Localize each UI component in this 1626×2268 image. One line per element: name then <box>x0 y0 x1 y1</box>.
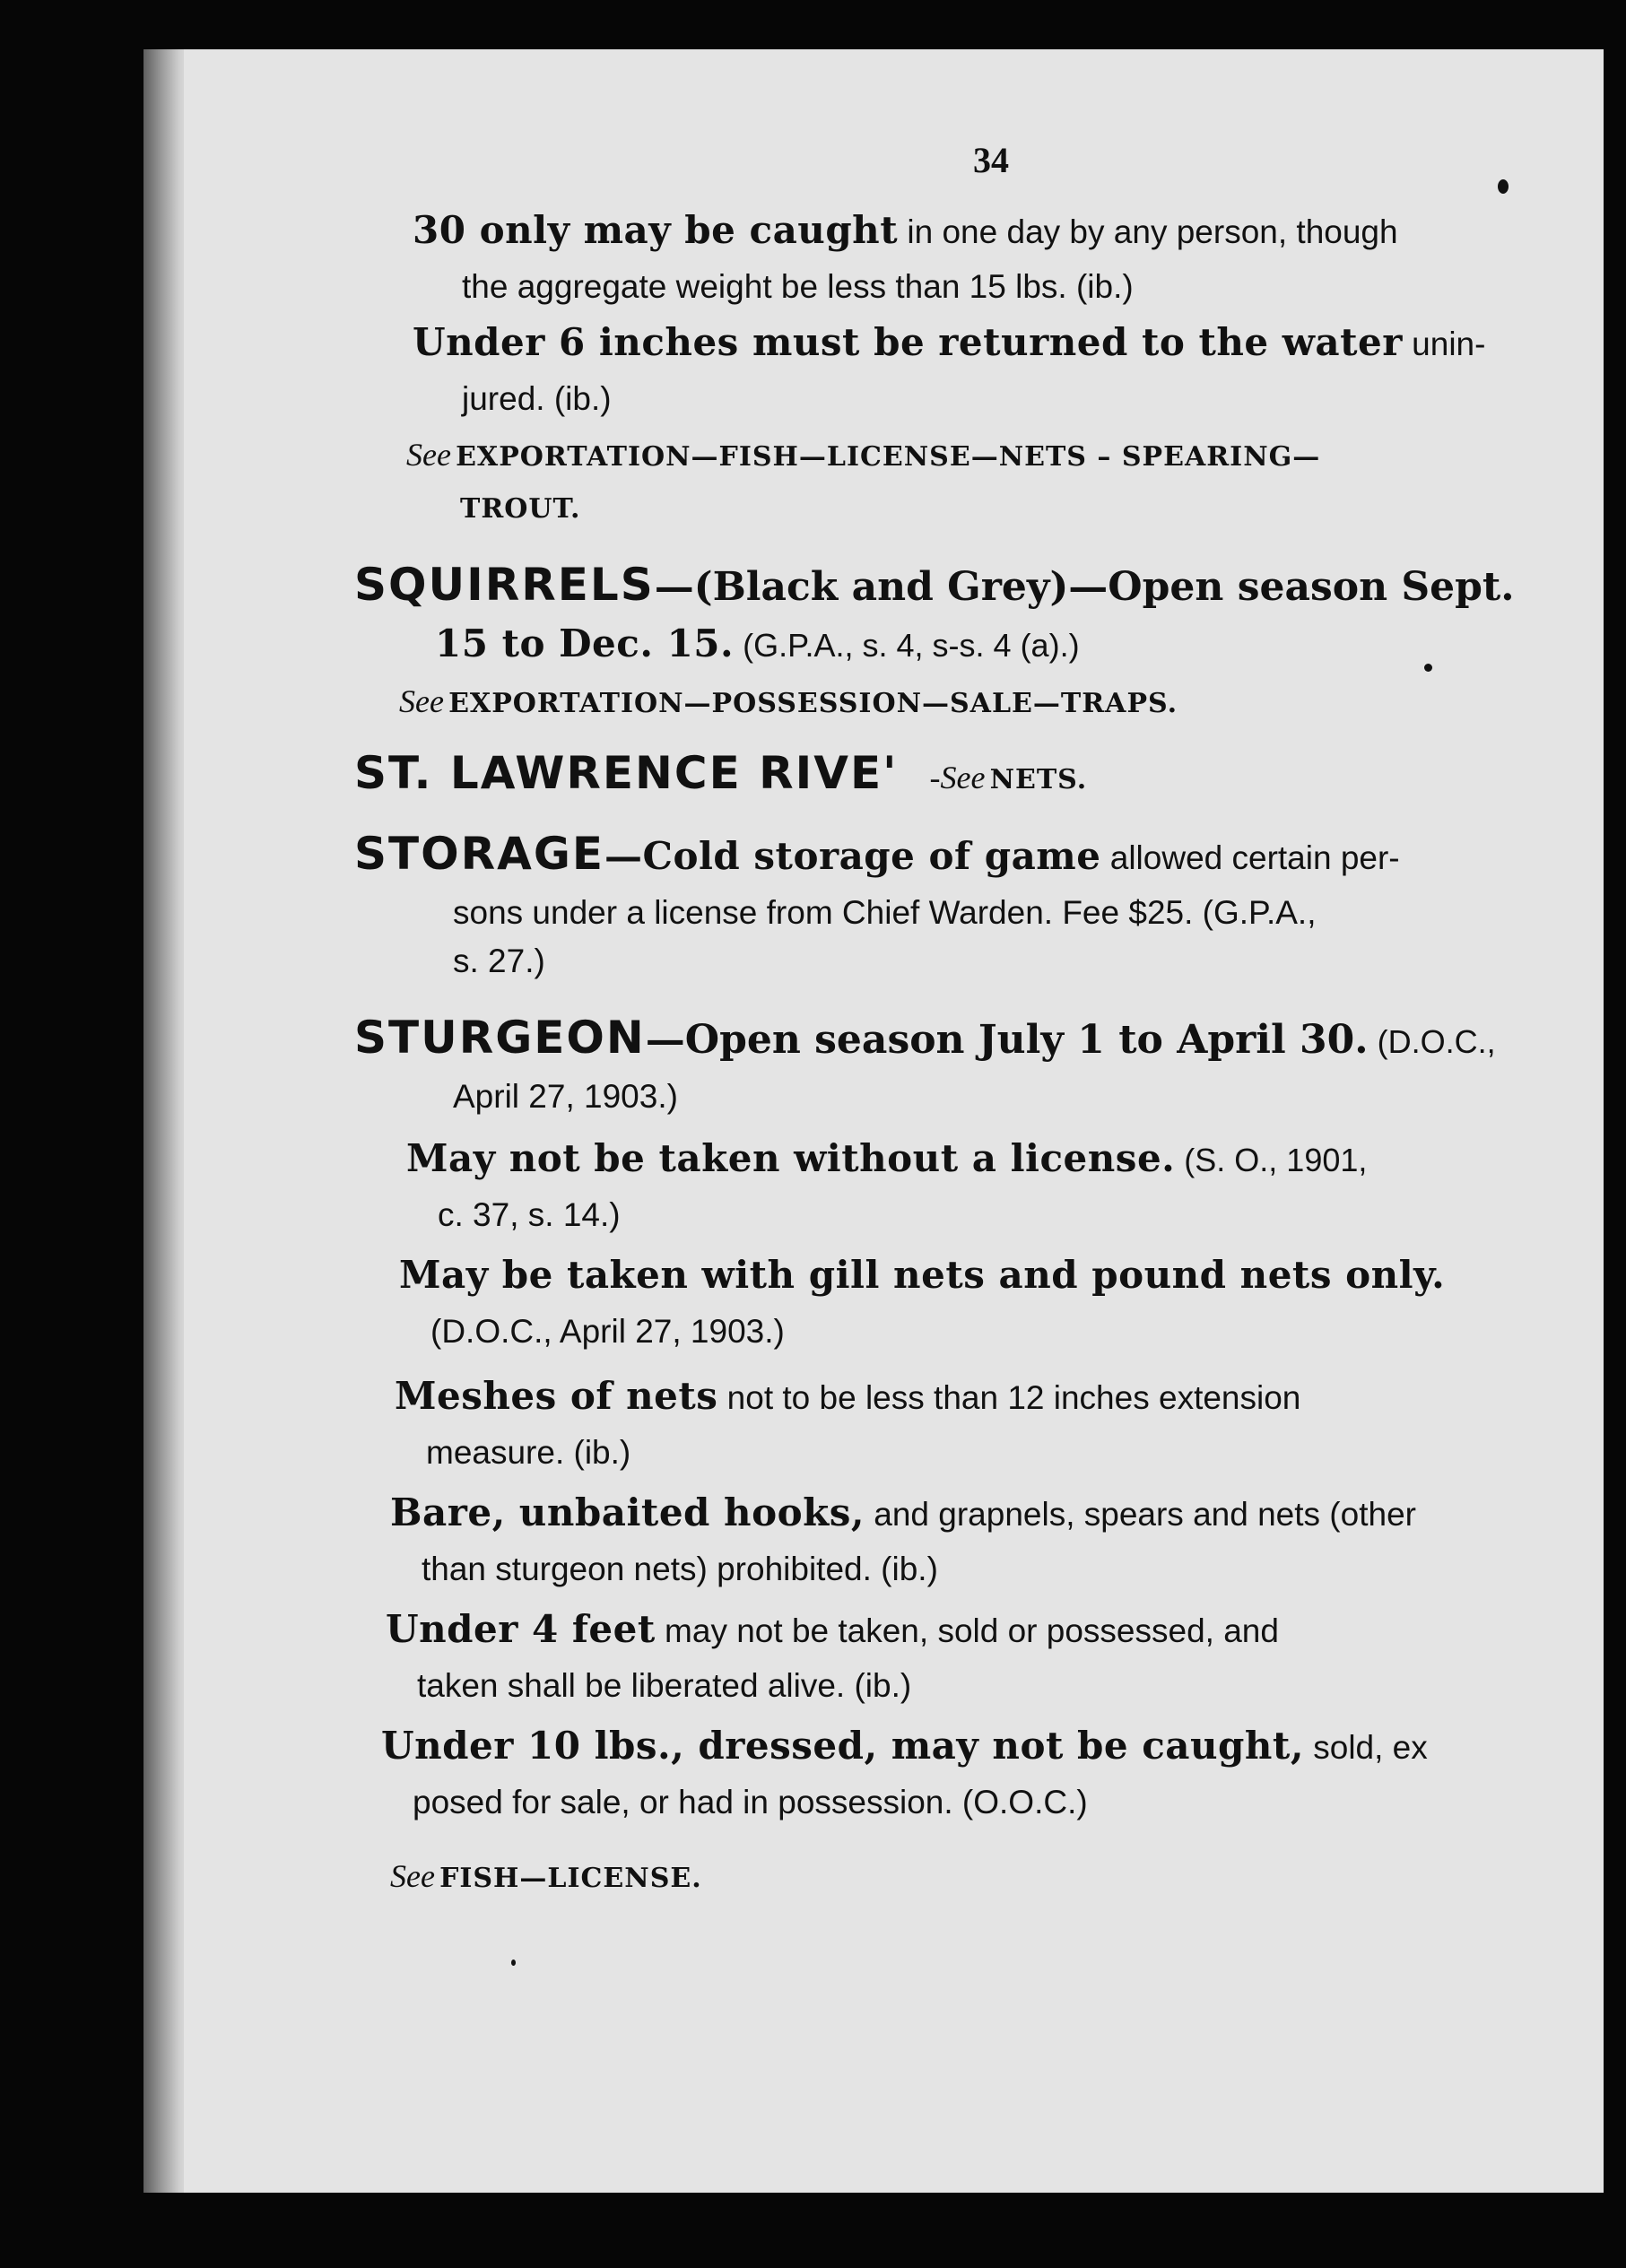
scan-speck <box>1498 179 1509 194</box>
scan-speck <box>1424 664 1432 672</box>
storage-line2: sons under a license from Chief Warden. Fee $25. (G.P.A., <box>453 894 1317 931</box>
see-label: See <box>406 437 451 473</box>
sturgeon-rule <box>386 1605 1279 1710</box>
sturgeon-heading: STURGEON <box>354 1012 646 1064</box>
trout-size-limit-line2: jured. (ib.) <box>462 380 612 417</box>
trout-size-limit-bold: Under 6 inches must be returned to the water <box>413 320 1403 364</box>
squirrels-reference: (G.P.A., s. 4, s-s. 4 (a).) <box>734 627 1080 664</box>
sturgeon-rule-bold: Under 10 lbs., dressed, may not be caught, <box>381 1724 1304 1768</box>
trout-daily-limit-text: in one day by any person, though <box>898 213 1398 250</box>
page-edge <box>143 49 188 2193</box>
see-label: -See <box>929 760 986 795</box>
sturgeon-see-also <box>390 1852 702 1907</box>
storage-entry <box>354 830 1400 986</box>
see-label: See <box>399 683 444 719</box>
sturgeon-rule-line2: taken shall be liberated alive. (ib.) <box>417 1667 912 1704</box>
squirrels-heading: SQUIRRELS <box>354 559 655 611</box>
trout-daily-limit-bold: 30 only may be caught <box>413 208 899 252</box>
sturgeon-rule-line2: measure. (ib.) <box>426 1434 631 1471</box>
sturgeon-season: —Open season July 1 to April 30. <box>645 1017 1369 1063</box>
sturgeon-rule-text: sold, ex <box>1303 1729 1428 1766</box>
sturgeon-entry <box>354 1013 1496 1121</box>
sturgeon-cross-references: FISH—LICENSE. <box>439 1863 702 1894</box>
trout-size-limit-text: unin- <box>1402 326 1486 362</box>
sturgeon-rule-text: (S. O., 1901, <box>1175 1142 1368 1178</box>
sturgeon-rule-text: may not be taken, sold or possessed, and <box>655 1612 1279 1649</box>
trout-see-also <box>406 430 1320 534</box>
squirrels-season: —(Black and Grey)—Open season Sept. <box>654 564 1515 610</box>
trout-size-limit <box>413 318 1485 423</box>
trout-cross-references: EXPORTATION—FISH—LICENSE—NETS – SPEARING— <box>456 441 1321 473</box>
see-label: See <box>390 1858 435 1894</box>
sturgeon-rule-line2: (D.O.C., April 27, 1903.) <box>430 1313 785 1350</box>
storage-heading: STORAGE <box>354 828 605 880</box>
book-page <box>184 49 1604 2193</box>
sturgeon-rule-bold: May be taken with gill nets and pound nets only. <box>399 1253 1446 1297</box>
squirrels-entry <box>354 560 1515 676</box>
trout-daily-limit <box>413 206 1398 311</box>
page-number: 34 <box>973 140 1009 180</box>
sturgeon-rule-line2: c. 37, s. 14.) <box>438 1196 621 1233</box>
storage-text: allowed certain per- <box>1100 839 1400 876</box>
trout-daily-limit-line2: the aggregate weight be less than 15 lbs. (ib.) <box>462 268 1134 305</box>
sturgeon-rule-text: and grapnels, spears and nets (other <box>864 1496 1416 1533</box>
sturgeon-rule <box>390 1489 1416 1594</box>
sturgeon-rule-line2: than sturgeon nets) prohibited. (ib.) <box>422 1551 938 1587</box>
sturgeon-rule-bold: Bare, unbaited hooks, <box>390 1490 865 1534</box>
sturgeon-reference: (D.O.C., <box>1368 1023 1496 1060</box>
sturgeon-rule <box>395 1372 1300 1477</box>
squirrels-see-also <box>399 677 1178 732</box>
sturgeon-rule-line2: posed for sale, or had in possession. (O.O.C.) <box>413 1784 1088 1820</box>
st-lawrence-heading: ST. LAWRENCE RIVE' <box>354 747 899 799</box>
storage-bold-text: —Cold storage of game <box>604 834 1101 878</box>
st-lawrence-cross-reference: NETS. <box>989 764 1088 795</box>
sturgeon-rule-bold: Under 4 feet <box>386 1607 656 1651</box>
sturgeon-rule-bold: Meshes of nets <box>395 1374 718 1418</box>
sturgeon-rule <box>406 1134 1367 1239</box>
sturgeon-rule <box>399 1251 1445 1356</box>
squirrels-cross-references: EXPORTATION—POSSESSION—SALE—TRAPS. <box>448 688 1178 719</box>
sturgeon-rule-bold: May not be taken without a license. <box>406 1136 1176 1180</box>
scan-speck <box>511 1960 516 1966</box>
sturgeon-rule <box>381 1722 1428 1827</box>
sturgeon-line2: April 27, 1903.) <box>453 1078 678 1115</box>
st-lawrence-entry <box>354 749 1087 808</box>
trout-cross-references-line2: TROUT. <box>460 493 581 525</box>
storage-line3: s. 27.) <box>453 943 545 979</box>
squirrels-season-dates: 15 to Dec. 15. <box>435 621 735 665</box>
sturgeon-rule-text: not to be less than 12 inches extension <box>717 1379 1301 1416</box>
